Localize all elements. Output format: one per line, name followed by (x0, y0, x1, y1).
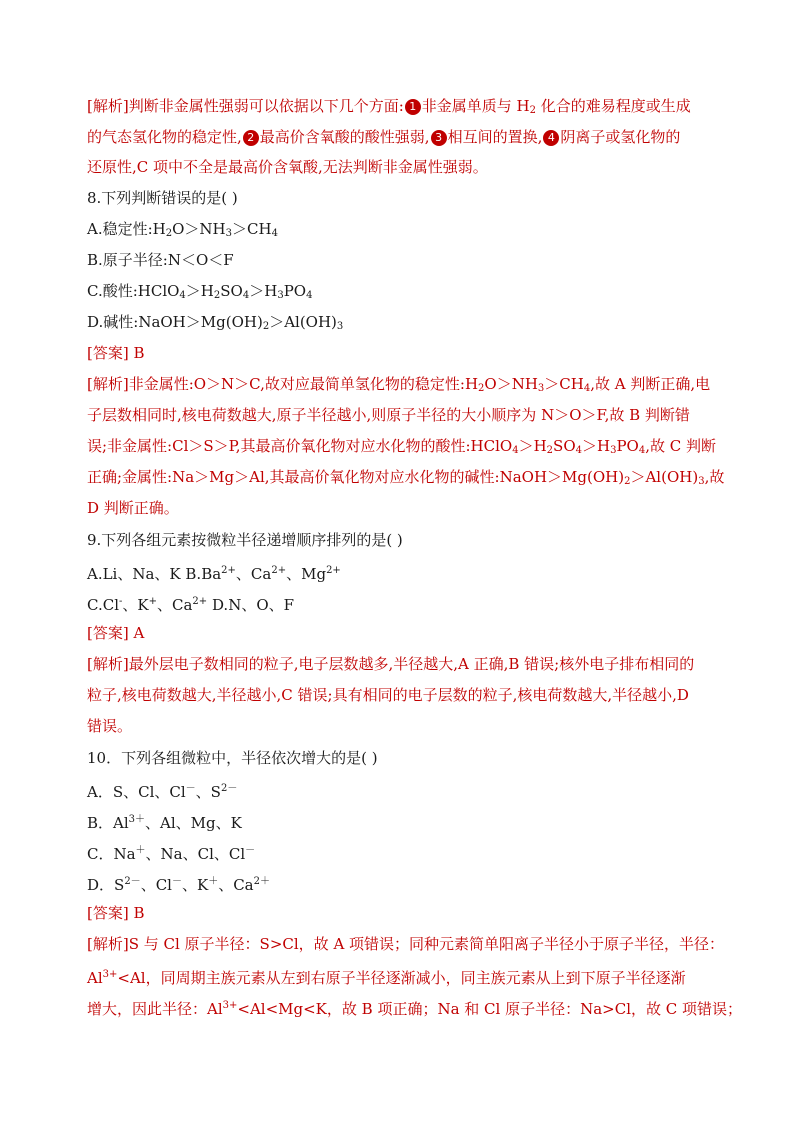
q8-option-c: C.酸性$:HClO_4>H_2SO_4>H_3PO_4$ (87, 282, 313, 301)
q8-stem: 8.下列判断错误的是( ) (87, 189, 238, 207)
q10-option-a: A．S、Cl、Cl－、$S^{2-}$ (87, 783, 238, 801)
q8-analysis-line-1: [解析]非金属性:O＞N＞C,故对应最简单氢化物的稳定性$:H_2O>NH_3>CH_4$,故 A 判断正确,电 (87, 375, 711, 394)
q10-stem: 10．下列各组微粒中，半径依次增大的是( ) (87, 749, 378, 767)
q8-answer: [答案] B (87, 344, 145, 362)
q10-answer: [答案] B (87, 904, 145, 922)
q10-analysis-line-2: $Al^{3+}<Al$，同周期主族元素从左到右原子半径逐渐减小，同主族元素从上到下原子半径逐渐 (87, 969, 686, 987)
q9-analysis-line-2: 粒子,核电荷数越大,半径越小,C 错误;具有相同的电子层数的粒子,核电荷数越大,半径越小,D (87, 686, 689, 704)
q9-analysis-line-3: 错误。 (87, 717, 133, 735)
q7-analysis-line-3: 还原性,C 项中不全是最高价含氧酸,无法判断非金属性强弱。 (87, 158, 488, 176)
q10-analysis-line-3: 增大，因此半径：$Al^{3+}<Al<Mg<K$，故 B 项正确；Na 和 Cl 原子半径：Na>Cl，故 C 项错误； (87, 1000, 743, 1018)
circled-number-2: 2 (243, 130, 259, 146)
q9-stem: 9.下列各组元素按微粒半径递增顺序排列的是( ) (87, 531, 403, 549)
circled-number-3: 3 (431, 130, 447, 146)
q8-analysis-line-2: 子层数相同时,核电荷数越大,原子半径越小,则原子半径的大小顺序为 N＞O＞F,故 B 判断错 (87, 406, 690, 424)
q10-option-d: D．$S^{2-}$、Cl－、K＋、$Ca^{2+}$ (87, 876, 270, 894)
q10-option-c: C．Na＋、Na、Cl、Cl－ (87, 845, 256, 863)
q7-analysis-line-1: [解析]判断非金属性强弱可以依据以下几个方面: 1 非金属单质与 $H_2$ 化合的难易程度或生成 (87, 97, 691, 116)
circled-number-1: 1 (405, 99, 421, 115)
circled-number-4: 4 (543, 130, 559, 146)
q8-option-b: B.原子半径:N＜O＜F (87, 251, 234, 269)
q9-options-cd: C.Cl-、K+、$Ca^{2+}$ D.N、O、F (87, 596, 295, 614)
q9-analysis-line-1: [解析]最外层电子数相同的粒子,电子层数越多,半径越大,A 正确,B 错误;核外电子排布相同的 (87, 655, 695, 673)
q8-analysis-line-3: 误;非金属性:Cl＞S＞P,其最高价氧化物对应水化物的酸性$:HClO_4>H_2SO_4>H_3PO_4$,故 C 判断 (87, 437, 717, 456)
q9-options-ab: A.Li、Na、K $B.Ba^{2+}$、$Ca^{2+}$、$Mg^{2+}$ (87, 565, 341, 583)
q10-option-b: B．$Al^{3+}$、Al、Mg、K (87, 814, 242, 832)
q9-answer: [答案] A (87, 624, 145, 642)
q8-analysis-line-4: 正确;金属性:Na＞Mg＞Al,其最高价氧化物对应水化物的碱性$:NaOH>Mg(OH)_2>Al(OH)_3$,故 (87, 468, 725, 487)
q8-option-d: D.碱性$:NaOH>Mg(OH)_2>Al(OH)_3$ (87, 313, 344, 332)
q10-analysis-line-1: [解析]S 与 Cl 原子半径：S>Cl，故 A 项错误；同种元素简单阳离子半径小于原子半径，半径： (87, 935, 725, 953)
q7-analysis-line-2: 的气态氢化物的稳定性, 2 最高价含氧酸的酸性强弱, 3 相互间的置换, 4 阴离子或氢化物的 (87, 128, 681, 146)
q8-option-a: A.稳定性$:H_2O>NH_3>CH_4$ (87, 220, 278, 239)
q8-analysis-line-5: D 判断正确。 (87, 499, 179, 517)
